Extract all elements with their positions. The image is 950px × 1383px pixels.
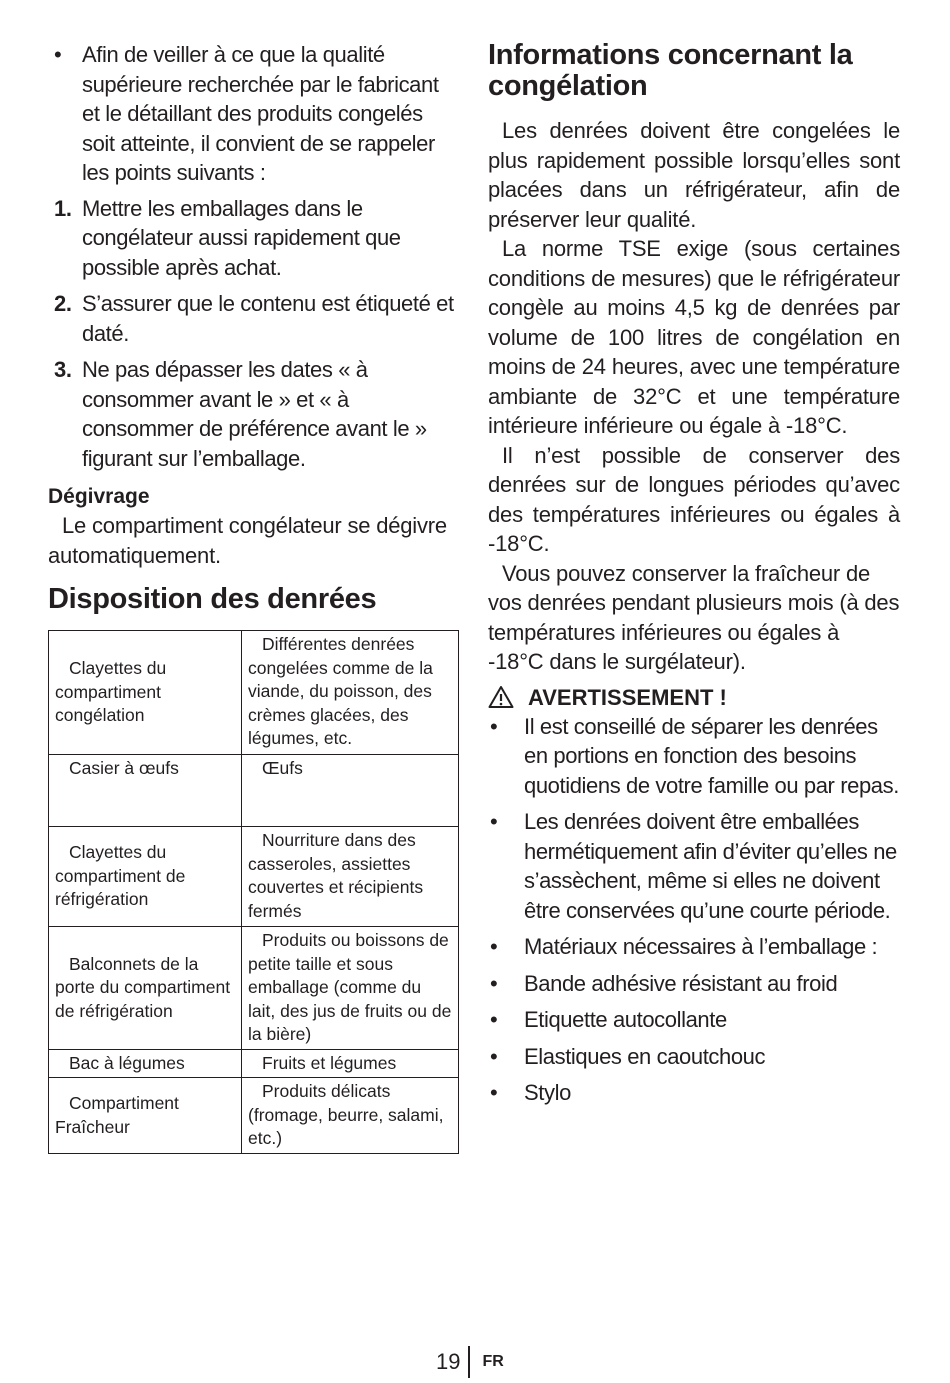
intro-bullet-text: Afin de veiller à ce que la qualité supérieure recherchée par le fabricant et le détaillant des produits congelés soit atteinte, il convient de se rappeler les points suivants : [82, 42, 439, 185]
bullet-icon: • [490, 1080, 498, 1105]
table-cell-items: Produits délicats (fromage, beurre, salami, etc.) [242, 1078, 459, 1154]
step-text: S’assurer que le contenu est étiqueté et daté. [82, 291, 454, 346]
warning-triangle-icon [488, 685, 514, 709]
list-item: • Stylo [488, 1078, 900, 1108]
table-cell-items: Produits ou boissons de petite taille et sous emballage (comme du lait, des jus de fruits ou de la bière) [242, 927, 459, 1050]
paragraph: Les denrées doivent être congelées le plus rapidement possible lorsqu’elles sont placées dans un réfrigérateur, afin de préserver leur qualité. [488, 118, 900, 232]
table-cell-location: Clayettes du compartiment congélation [49, 631, 242, 755]
warning-list [488, 712, 900, 1108]
paragraph: Il n’est possible de conserver des denrées sur de longues périodes qu’avec des températures inférieures ou égales à -18°C. [488, 442, 900, 556]
table-cell-location: Clayettes du compartiment de réfrigération [49, 827, 242, 927]
step-number: 2. [54, 291, 72, 316]
step-text: Ne pas dépasser les dates « à consommer avant le » et « à consommer de préférence avant le » figurant sur l’emballage. [82, 357, 427, 471]
table-row [49, 927, 459, 1050]
list-item: • Elastiques en caoutchouc [488, 1042, 900, 1072]
bullet-icon: • [490, 934, 498, 959]
freezing-section-title: Informations concernant la congélation [488, 39, 853, 102]
list-item [48, 194, 460, 283]
bullet-icon: • [490, 970, 498, 996]
list-item: • Etiquette autocollante [488, 1005, 900, 1035]
table-cell-items: Fruits et légumes [242, 1049, 459, 1078]
storage-table [48, 630, 459, 1154]
bullet-icon: • [54, 42, 62, 67]
language-code: FR [482, 1353, 504, 1370]
table-cell-location: Bac à légumes [49, 1049, 242, 1078]
intro-list [48, 40, 460, 188]
table-row [49, 755, 459, 827]
paragraph: La norme TSE exige (sous certaines conditions de mesures) que le réfrigérateur congèle au moins 4,5 kg de denrées par volume de 100 litres de congélation en moins de 24 heures, avec une température ambiante de 32°C et une température intérieure inférieure ou égale à -18°C. [488, 236, 900, 438]
list-item: • Matériaux nécessaires à l’emballage : [488, 932, 900, 962]
step-number: 1. [54, 195, 72, 221]
list-item [48, 355, 460, 473]
list-item: • Il est conseillé de séparer les denrées en portions en fonction des besoins quotidiens de votre famille ou par repas. [490, 713, 899, 798]
table-cell-items: Différentes denrées congelées comme de la viande, du poisson, des crèmes glacées, des légumes, etc. [242, 631, 459, 755]
list-item: • Bande adhésive résistant au froid [488, 969, 900, 999]
table-row [49, 1078, 459, 1154]
paragraph: Vous pouvez conserver la fraîcheur de vos denrées pendant plusieurs mois (à des températures inférieures ou égales à -18°C dans le surgélateur). [488, 560, 900, 674]
footer-divider [468, 1346, 470, 1378]
list-item [48, 289, 460, 348]
table-cell-location: Compartiment Fraîcheur [49, 1078, 242, 1154]
warning-title: AVERTISSEMENT ! [528, 684, 727, 710]
left-column [48, 40, 460, 1154]
warning-heading [488, 683, 900, 712]
page-footer [436, 1346, 504, 1378]
list-item: • Les denrées doivent être emballées hermétiquement afin d’éviter qu’elles ne s’assèchent, même si elles ne doivent être conservées qu’une courte période. [490, 809, 897, 923]
table-row [49, 1049, 459, 1078]
step-text: Mettre les emballages dans le congélateur aussi rapidement que possible après achat. [82, 195, 401, 280]
bullet-icon: • [490, 1043, 498, 1069]
table-row [49, 631, 459, 755]
storage-section-title: Disposition des denrées [48, 583, 377, 615]
page-number: 19 [436, 1349, 461, 1374]
bullet-icon: • [490, 713, 498, 739]
step-number: 3. [54, 357, 72, 382]
table-cell-location: Balconnets de la porte du compartiment de réfrigération [49, 927, 242, 1050]
list-item [48, 40, 460, 188]
table-cell-location: Casier à œufs [49, 755, 242, 827]
bullet-icon: • [490, 809, 498, 834]
bullet-icon: • [490, 1007, 498, 1032]
steps-list [48, 194, 460, 474]
right-column [488, 40, 900, 1115]
defrost-text: Le compartiment congélateur se dégivre automatiquement. [48, 513, 447, 568]
table-cell-items: Nourriture dans des casseroles, assiettes couvertes et récipients fermés [242, 827, 459, 927]
table-cell-items: Œufs [242, 755, 459, 827]
defrost-heading: Dégivrage [48, 485, 150, 508]
table-row [49, 827, 459, 927]
